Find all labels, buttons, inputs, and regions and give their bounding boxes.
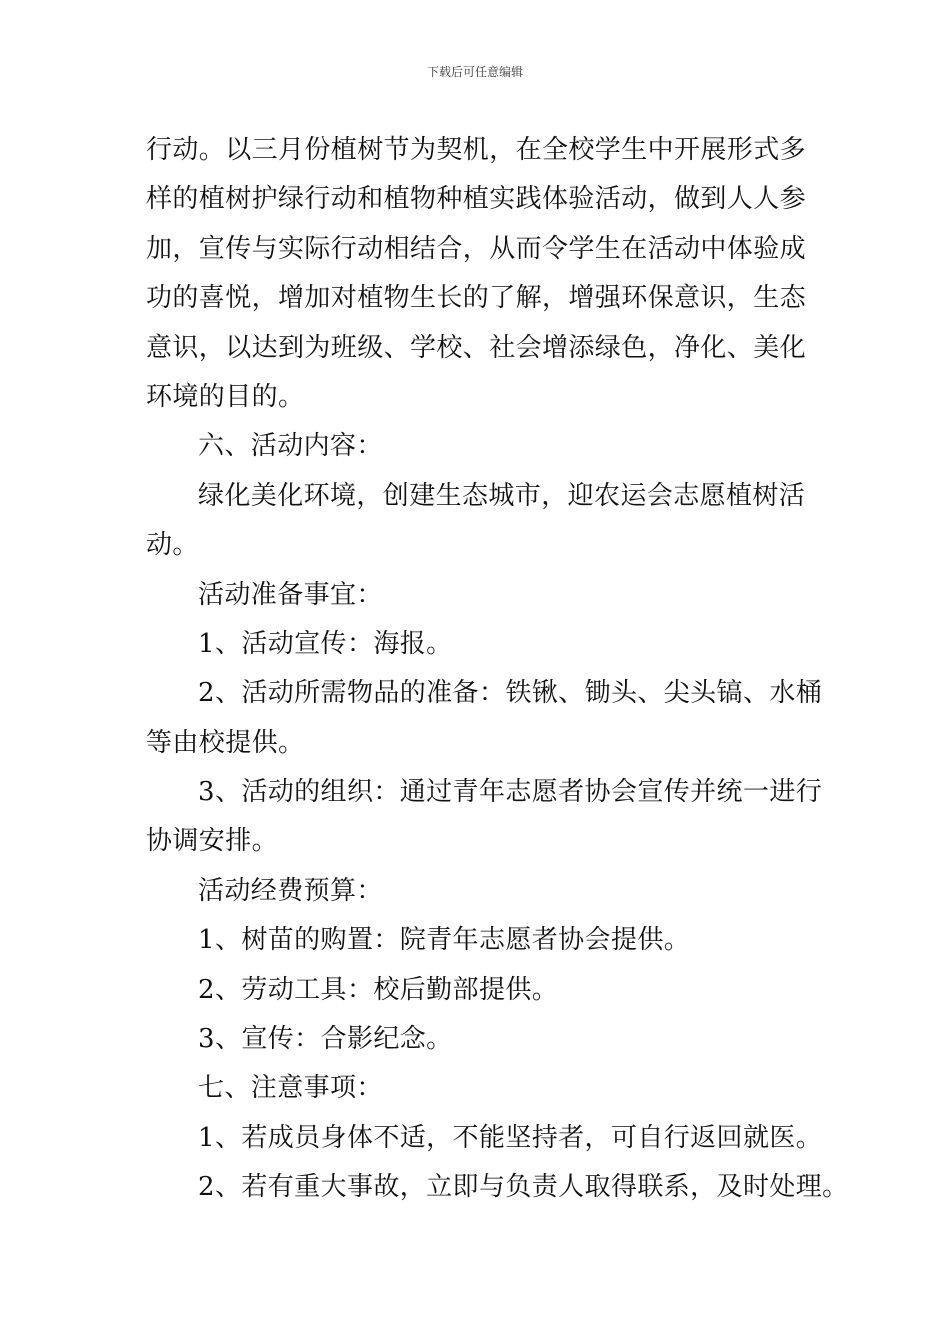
section-heading: 七、注意事项： bbox=[198, 1073, 383, 1104]
paragraph-line: 意识，以达到为班级、学校、社会增添绿色，净化、美化 bbox=[146, 332, 807, 363]
subsection-heading: 活动准备事宜： bbox=[198, 579, 383, 610]
list-item-continuation: 协调安排。 bbox=[146, 826, 279, 857]
page-header: 下载后可任意编辑 bbox=[426, 65, 523, 79]
list-item: 2、劳动工具：校后勤部提供。 bbox=[198, 974, 559, 1005]
paragraph-line: 绿化美化环境，创建生态城市，迎农运会志愿植树活 bbox=[198, 480, 806, 511]
paragraph-line: 行动。以三月份植树节为契机，在全校学生中开展形式多 bbox=[146, 135, 807, 165]
section-heading: 六、活动内容： bbox=[198, 431, 383, 462]
list-item: 1、树苗的购置：院青年志愿者协会提供。 bbox=[198, 925, 691, 956]
list-item: 1、若成员身体不适，不能坚持者，可自行返回就医。 bbox=[198, 1122, 823, 1153]
list-item-continuation: 等由校提供。 bbox=[146, 727, 305, 758]
paragraph-line: 样的植树护绿行动和植物种植实践体验活动，做到人人参 bbox=[146, 184, 807, 215]
list-item: 2、活动所需物品的准备：铁锹、锄头、尖头镐、水桶 bbox=[198, 678, 823, 709]
subsection-heading: 活动经费预算： bbox=[198, 875, 383, 906]
paragraph-line: 动。 bbox=[146, 530, 199, 561]
paragraph-line: 加，宣传与实际行动相结合，从而令学生在活动中体验成 bbox=[146, 233, 807, 264]
paragraph-line: 功的喜悦，增加对植物生长的了解，增强环保意识，生态 bbox=[146, 283, 807, 314]
paragraph-line: 环境的目的。 bbox=[146, 381, 305, 412]
list-item: 2、若有重大事故，立即与负责人取得联系，及时处理。 bbox=[198, 1172, 849, 1203]
list-item: 3、宣传：合影纪念。 bbox=[198, 1024, 453, 1055]
document-body bbox=[146, 126, 849, 1213]
list-item: 3、活动的组织：通过青年志愿者协会宣传并统一进行 bbox=[198, 777, 823, 808]
list-item: 1、活动宣传：海报。 bbox=[198, 628, 453, 659]
